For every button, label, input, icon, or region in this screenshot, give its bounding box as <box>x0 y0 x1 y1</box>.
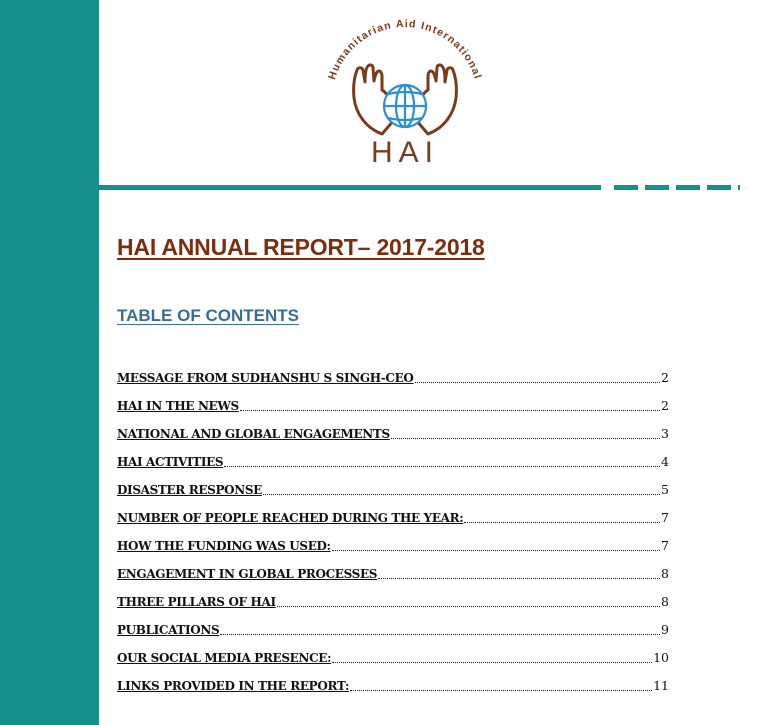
toc-entry-label[interactable]: THREE PILLARS OF HAI <box>117 595 276 609</box>
toc-leader <box>240 398 660 411</box>
header-rule-dash <box>707 185 731 190</box>
toc-heading: TABLE OF CONTENTS <box>117 306 299 325</box>
toc-leader <box>277 594 660 607</box>
toc-entry-label[interactable]: HOW THE FUNDING WAS USED: <box>117 539 331 553</box>
toc-page-number[interactable]: 7 <box>661 538 669 553</box>
teal-sidebar <box>0 0 99 725</box>
toc-leader <box>224 454 660 467</box>
toc-page-number[interactable]: 8 <box>661 566 669 581</box>
toc-entry-label[interactable]: NATIONAL AND GLOBAL ENGAGEMENTS <box>117 427 390 441</box>
toc-page-number[interactable]: 10 <box>653 650 669 665</box>
toc-entry-label[interactable]: LINKS PROVIDED IN THE REPORT: <box>117 679 350 693</box>
toc-entry[interactable] <box>117 650 669 678</box>
toc-entry[interactable] <box>117 678 669 706</box>
toc-entry-label[interactable]: ENGAGEMENT IN GLOBAL PROCESSES <box>117 567 378 581</box>
toc-entry-label[interactable]: MESSAGE FROM SUDHANSHU S SINGH-CEO <box>117 371 414 385</box>
toc-leader <box>391 426 660 439</box>
toc-leader <box>415 370 661 383</box>
toc-leader <box>220 622 660 635</box>
toc-entry[interactable] <box>117 398 669 426</box>
toc-page-number[interactable]: 4 <box>661 454 669 469</box>
header-rule-dash <box>676 185 700 190</box>
toc-page-number[interactable]: 9 <box>661 622 669 637</box>
header-rule-dash <box>645 185 669 190</box>
toc-entry[interactable] <box>117 482 669 510</box>
toc-page-number[interactable]: 8 <box>661 594 669 609</box>
toc-entry-label[interactable]: DISASTER RESPONSE <box>117 483 262 497</box>
toc-leader <box>464 510 660 523</box>
header-rule-dash <box>738 185 740 190</box>
toc-entry-label[interactable]: OUR SOCIAL MEDIA PRESENCE: <box>117 651 332 665</box>
toc-leader <box>332 650 652 663</box>
toc-leader <box>378 566 660 579</box>
table-of-contents <box>117 370 669 706</box>
toc-page-number[interactable]: 3 <box>661 426 669 441</box>
header-rule-dash <box>614 185 638 190</box>
toc-leader <box>350 678 652 691</box>
hai-logo <box>320 18 490 168</box>
toc-entry-label[interactable]: NUMBER OF PEOPLE REACHED DURING THE YEAR: <box>117 511 464 525</box>
toc-entry[interactable] <box>117 370 669 398</box>
svg-text:Humanitarian Aid International <box>326 18 484 81</box>
logo-arc-text: Humanitarian Aid International <box>326 18 484 82</box>
toc-leader <box>263 482 660 495</box>
toc-page-number[interactable]: 5 <box>661 482 669 497</box>
report-title: HAI ANNUAL REPORT– 2017-2018 <box>117 234 485 260</box>
toc-entry[interactable] <box>117 594 669 622</box>
toc-page-number[interactable]: 2 <box>661 370 669 385</box>
header-rule <box>99 185 601 190</box>
toc-entry-label[interactable]: PUBLICATIONS <box>117 623 220 637</box>
toc-entry-label[interactable]: HAI IN THE NEWS <box>117 399 239 413</box>
toc-entry[interactable] <box>117 510 669 538</box>
toc-entry[interactable] <box>117 426 669 454</box>
logo-acronym: HAI <box>370 136 440 168</box>
toc-entry-label[interactable]: HAI ACTIVITIES <box>117 455 224 469</box>
toc-page-number[interactable]: 7 <box>661 510 669 525</box>
toc-entry[interactable] <box>117 566 669 594</box>
toc-leader <box>332 538 660 551</box>
toc-page-number[interactable]: 11 <box>653 678 669 693</box>
toc-entry[interactable] <box>117 622 669 650</box>
toc-page-number[interactable]: 2 <box>661 398 669 413</box>
toc-entry[interactable] <box>117 538 669 566</box>
hands-holding-globe-icon <box>320 18 490 168</box>
toc-entry[interactable] <box>117 454 669 482</box>
